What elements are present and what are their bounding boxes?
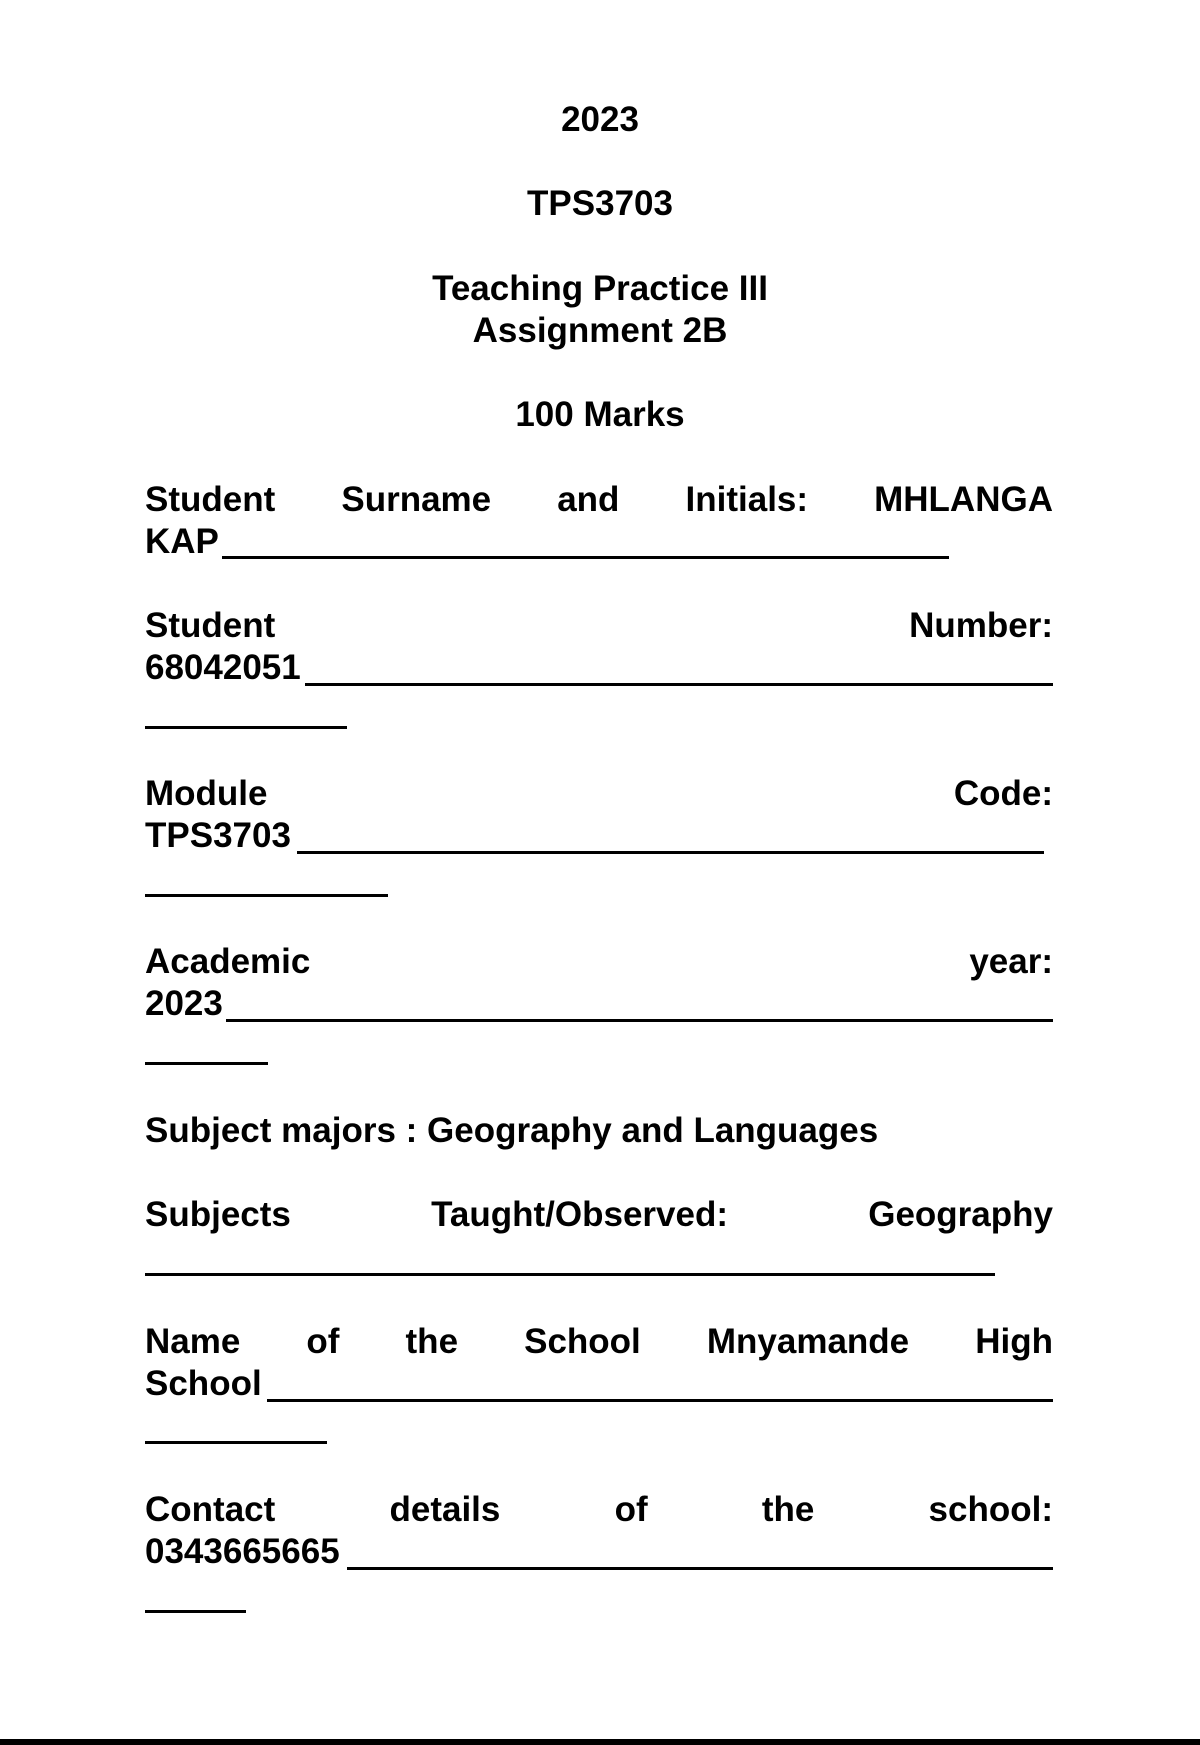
academic-year-label-right: year:: [969, 942, 1053, 981]
module-code-label-right: Code:: [953, 774, 1053, 813]
page-bottom-edge: [0, 1739, 1200, 1745]
school-name-word: Name: [145, 1322, 241, 1361]
school-contact-word: details: [389, 1490, 501, 1529]
surname-label-row: [145, 479, 1053, 521]
surname-underline: [222, 556, 949, 559]
student-number-underline-continued: [145, 726, 347, 729]
subject-majors: Subject majors : Geography and Languages: [145, 1111, 879, 1150]
student-number-underline: [305, 683, 1053, 686]
surname-continuation: KAP: [145, 522, 219, 561]
cover-marks: 100 Marks: [515, 395, 685, 434]
module-code-underline: [297, 851, 1044, 854]
module-code-label-row: [145, 773, 1053, 815]
school-contact-value: 0343665665: [145, 1532, 340, 1571]
school-name-word: School: [524, 1322, 641, 1361]
academic-year-value: 2023: [145, 984, 223, 1023]
subjects-taught-value: Geography: [868, 1195, 1053, 1234]
student-number-label-left: Student: [145, 606, 276, 645]
school-name-word: of: [306, 1322, 340, 1361]
academic-year-underline: [226, 1019, 1053, 1022]
academic-year-label-left: Academic: [145, 942, 311, 981]
cover-title-line1: Teaching Practice III: [432, 269, 768, 308]
student-number-label-row: [145, 605, 1053, 647]
school-contact-word: of: [614, 1490, 648, 1529]
school-contact-word: school:: [928, 1490, 1053, 1529]
academic-year-label-row: [145, 941, 1053, 983]
module-code-value: TPS3703: [145, 816, 291, 855]
school-contact-word: the: [761, 1490, 815, 1529]
academic-year-underline-continued: [145, 1062, 268, 1065]
school-name-value: High: [975, 1322, 1053, 1361]
student-number-value: 68042051: [145, 648, 301, 687]
module-code-underline-continued: [145, 894, 388, 897]
school-contact-underline: [347, 1567, 1053, 1570]
subjects-taught-word: Subjects: [145, 1195, 291, 1234]
school-name-underline: [267, 1399, 1053, 1402]
subjects-taught-row: [145, 1194, 1053, 1236]
surname-word: and: [557, 480, 620, 519]
cover-title-line2: Assignment 2B: [472, 311, 728, 350]
surname-word: Student: [145, 480, 276, 519]
module-code-label-left: Module: [145, 774, 268, 813]
school-contact-underline-continued: [145, 1610, 246, 1613]
school-contact-word: Contact: [145, 1490, 276, 1529]
school-name-label-row: [145, 1321, 1053, 1363]
school-name-continuation: School: [145, 1364, 262, 1403]
school-name-word: the: [405, 1322, 459, 1361]
cover-year: 2023: [561, 100, 639, 139]
school-name-value: Mnyamande: [706, 1322, 910, 1361]
surname-word: Surname: [341, 480, 492, 519]
school-name-underline-continued: [145, 1441, 327, 1444]
school-contact-label-row: [145, 1489, 1053, 1531]
subjects-taught-word: Taught/Observed:: [431, 1195, 728, 1234]
cover-module-code: TPS3703: [527, 184, 673, 223]
subjects-taught-underline: [145, 1273, 995, 1276]
student-number-label-right: Number:: [909, 606, 1053, 645]
surname-word: Initials:: [685, 480, 809, 519]
surname-value: MHLANGA: [874, 480, 1053, 519]
